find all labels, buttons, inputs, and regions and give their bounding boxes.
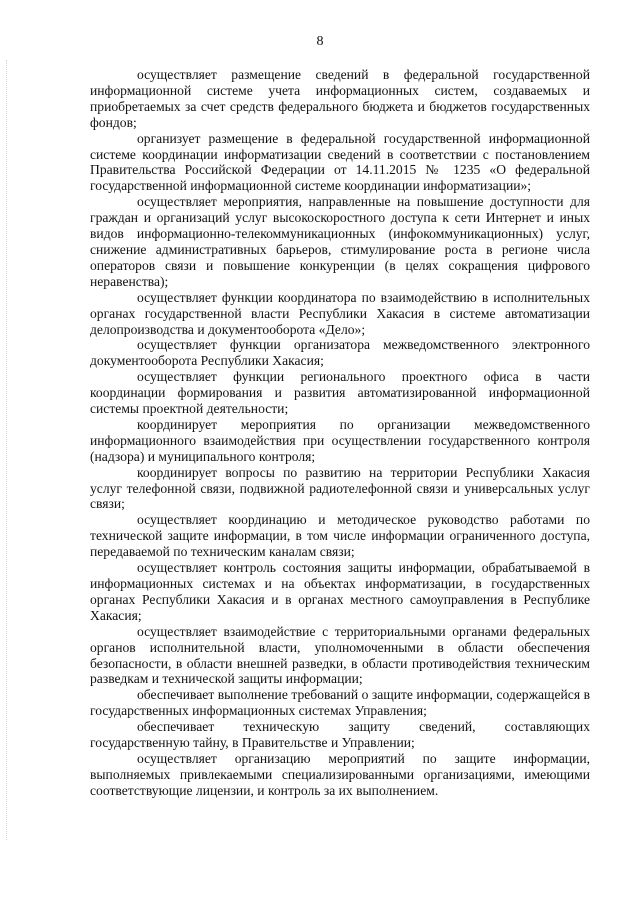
paragraph: осуществляет размещение сведений в федеральной государственной информационной системе учета информационных систем, создаваемых и приобретаемых за счет средств федерального бюджета и бюджетов государственных фондов; <box>90 67 590 130</box>
paragraph: координирует мероприятия по организации межведомственного информационного взаимодействия при осуществлении государственного контроля (надзора) и муниципального контроля; <box>90 416 590 464</box>
scan-edge-marks <box>6 60 9 840</box>
paragraph: осуществляет координацию и методическое руководство работами по технической защите информации, в том числе информации ограниченного доступа, передаваемой по техническим каналам связи; <box>90 512 590 560</box>
paragraph: координирует вопросы по развитию на территории Республики Хакасия услуг телефонной связи, подвижной радиотелефонной связи и универсальных услуг связи; <box>90 464 590 512</box>
paragraph: обеспечивает техническую защиту сведений, составляющих государственную тайну, в Правительстве и Управлении; <box>90 719 590 751</box>
document-body <box>90 67 590 799</box>
page-number: 8 <box>316 34 324 49</box>
paragraph: осуществляет взаимодействие с территориальными органами федеральных органов исполнительной власти, уполномоченными в области обеспечения безопасности, в области внешней разведки, в области противодействия техническим разведкам и технической защиты информации; <box>90 623 590 687</box>
paragraph: осуществляет функции организатора межведомственного электронного документооборота Республики Хакасия; <box>90 337 590 369</box>
paragraph: осуществляет организацию мероприятий по защите информации, выполняемых привлекаемыми специализированными организациями, имеющими соответствующие лицензии, и контроль за их выполнением. <box>90 750 590 798</box>
paragraph: обеспечивает выполнение требований о защите информации, содержащейся в государственных информационных системах Управления; <box>90 687 590 719</box>
paragraph: осуществляет мероприятия, направленные на повышение доступности для граждан и организаций услуг высокоскоростного доступа к сети Интернет и иных видов информационно-телекоммуникационных (инфокоммуникационных) услуг, снижение административных барьеров, стимулирование роста в регионе числа операторов связи и повышение конкуренции (в целях сокращения цифрового неравенства); <box>90 194 590 289</box>
paragraph: осуществляет функции координатора по взаимодействию в исполнительных органах государственной власти Республики Хакасия в системе автоматизации делопроизводства и документооборота «Дело»; <box>90 289 590 337</box>
paragraph: осуществляет функции регионального проектного офиса в части координации формирования и развития автоматизированной информационной системы проектной деятельности; <box>90 369 590 417</box>
paragraph: организует размещение в федеральной государственной информационной системе координации информатизации сведений в соответствии с постановлением Правительства Российской Федерации от 14.11.2015 № 1235 «О федеральной государственной информационной системе координации информатизации»; <box>90 130 590 194</box>
paragraph: осуществляет контроль состояния защиты информации, обрабатываемой в информационных системах и на объектах информатизации, в государственных органах Республики Хакасия и в органах местного самоуправления в Республике Хакасия; <box>90 560 590 623</box>
